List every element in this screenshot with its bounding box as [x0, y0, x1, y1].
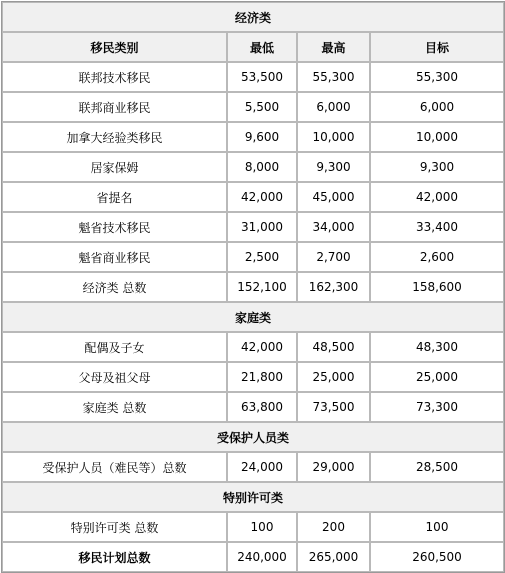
cell-target: 48,300: [370, 332, 504, 362]
subtotal-row-permit: [2, 512, 504, 542]
cell-category: 联邦商业移民: [2, 92, 227, 122]
cell-max: 9,300: [297, 152, 370, 182]
cell-target: 100: [370, 512, 504, 542]
immigration-plan-table: [1, 1, 505, 573]
column-header-target: 目标: [370, 32, 504, 62]
cell-category: 省提名: [2, 182, 227, 212]
subtotal-row-family: [2, 392, 504, 422]
section-header-row: [2, 2, 504, 32]
table-row: [2, 152, 504, 182]
subtotal-row-protected: [2, 452, 504, 482]
table-row: [2, 122, 504, 152]
cell-min: 42,000: [227, 332, 297, 362]
cell-category: 配偶及子女: [2, 332, 227, 362]
column-header-category: 移民类别: [2, 32, 227, 62]
cell-target: 55,300: [370, 62, 504, 92]
table-row: [2, 242, 504, 272]
cell-target: 9,300: [370, 152, 504, 182]
cell-min: 152,100: [227, 272, 297, 302]
cell-min: 21,800: [227, 362, 297, 392]
cell-min: 63,800: [227, 392, 297, 422]
cell-max: 200: [297, 512, 370, 542]
cell-max: 162,300: [297, 272, 370, 302]
cell-min: 8,000: [227, 152, 297, 182]
cell-max: 73,500: [297, 392, 370, 422]
cell-category: 联邦技术移民: [2, 62, 227, 92]
table-row: [2, 62, 504, 92]
cell-category: 父母及祖父母: [2, 362, 227, 392]
cell-min: 9,600: [227, 122, 297, 152]
cell-max: 45,000: [297, 182, 370, 212]
cell-target: 33,400: [370, 212, 504, 242]
cell-target: 10,000: [370, 122, 504, 152]
column-header-row: [2, 32, 504, 62]
cell-category: 魁省商业移民: [2, 242, 227, 272]
cell-target: 260,500: [370, 542, 504, 572]
cell-min: 31,000: [227, 212, 297, 242]
cell-target: 73,300: [370, 392, 504, 422]
section-header-row: [2, 482, 504, 512]
cell-min: 53,500: [227, 62, 297, 92]
cell-target: 28,500: [370, 452, 504, 482]
grand-total-row: [2, 542, 504, 572]
cell-target: 6,000: [370, 92, 504, 122]
cell-category: 家庭类 总数: [2, 392, 227, 422]
cell-min: 2,500: [227, 242, 297, 272]
cell-target: 25,000: [370, 362, 504, 392]
cell-min: 100: [227, 512, 297, 542]
table-row: [2, 182, 504, 212]
section-header-row: [2, 422, 504, 452]
table-row: [2, 92, 504, 122]
column-header-min: 最低: [227, 32, 297, 62]
section-title-protected: 受保护人员类: [2, 422, 504, 452]
cell-category: 经济类 总数: [2, 272, 227, 302]
cell-max: 265,000: [297, 542, 370, 572]
column-header-max: 最高: [297, 32, 370, 62]
cell-min: 5,500: [227, 92, 297, 122]
cell-category: 居家保姆: [2, 152, 227, 182]
cell-category: 魁省技术移民: [2, 212, 227, 242]
cell-target: 158,600: [370, 272, 504, 302]
table-row: [2, 362, 504, 392]
cell-max: 6,000: [297, 92, 370, 122]
cell-max: 48,500: [297, 332, 370, 362]
section-header-row: [2, 302, 504, 332]
cell-min: 24,000: [227, 452, 297, 482]
cell-max: 2,700: [297, 242, 370, 272]
cell-max: 10,000: [297, 122, 370, 152]
section-title-family: 家庭类: [2, 302, 504, 332]
subtotal-row-economic: [2, 272, 504, 302]
table-row: [2, 212, 504, 242]
section-title-economic: 经济类: [2, 2, 504, 32]
cell-max: 25,000: [297, 362, 370, 392]
cell-category: 加拿大经验类移民: [2, 122, 227, 152]
table-row: [2, 332, 504, 362]
cell-max: 55,300: [297, 62, 370, 92]
cell-max: 34,000: [297, 212, 370, 242]
cell-target: 42,000: [370, 182, 504, 212]
cell-min: 240,000: [227, 542, 297, 572]
cell-category: 受保护人员（难民等）总数: [2, 452, 227, 482]
cell-target: 2,600: [370, 242, 504, 272]
cell-max: 29,000: [297, 452, 370, 482]
cell-min: 42,000: [227, 182, 297, 212]
cell-category: 移民计划总数: [2, 542, 227, 572]
cell-category: 特别许可类 总数: [2, 512, 227, 542]
immigration-plan-table-container: [1, 1, 503, 573]
section-title-permit: 特别许可类: [2, 482, 504, 512]
